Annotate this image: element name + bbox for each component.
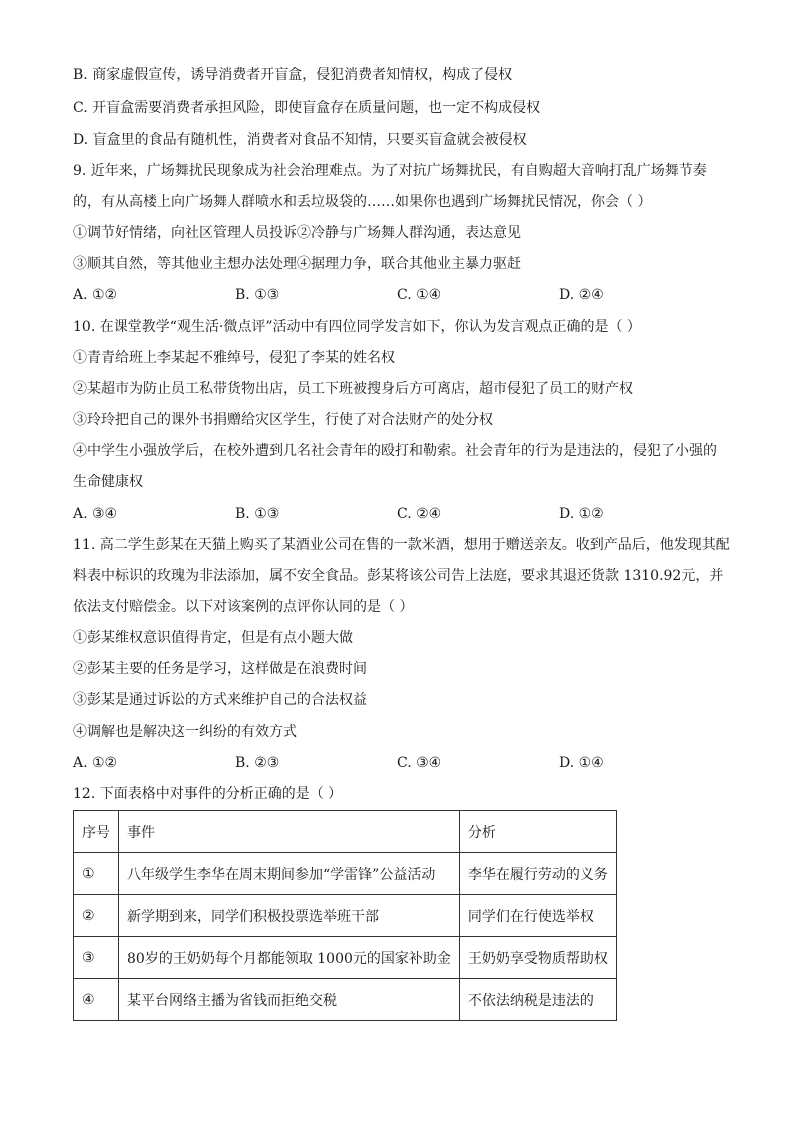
q10-option-a[interactable]: A. ③④ <box>73 506 118 522</box>
q10-statement-4-line2: 生命健康权 <box>73 474 143 490</box>
q11-option-d[interactable]: D. ①④ <box>559 755 604 771</box>
q11-stem-line3: 依法支付赔偿金。以下对该案例的点评你认同的是（ ） <box>73 599 414 615</box>
row-index: ② <box>74 895 119 937</box>
q11-stem-line1: 11. 高二学生彭某在天猫上购买了某酒业公司在售的一款米酒，想用于赠送亲友。收到产品后，他发现其配 <box>73 537 730 553</box>
q10-statement-4-line1: ④中学生小强放学后，在校外遭到几名社会青年的殴打和勒索。社会青年的行为是违法的，侵犯了小强的 <box>73 443 717 459</box>
table-header-row <box>74 811 617 853</box>
q9-options <box>73 285 693 305</box>
q11-statement-4: ④调解也是解决这一纠纷的有效方式 <box>73 724 297 740</box>
q9-option-a[interactable]: A. ①② <box>73 287 118 303</box>
q10-options <box>73 504 693 524</box>
q12-stem: 12. 下面表格中对事件的分析正确的是（ ） <box>73 786 343 802</box>
q9-option-d[interactable]: D. ②④ <box>559 287 604 303</box>
row-analysis: 同学们在行使选举权 <box>459 895 616 937</box>
q12-event-table <box>73 810 617 1021</box>
q11-option-a[interactable]: A. ①② <box>73 755 118 771</box>
q10-statement-1: ①青青给班上李某起不雅绰号，侵犯了李某的姓名权 <box>73 350 395 366</box>
q11-statement-3: ③彭某是通过诉讼的方式来维护自己的合法权益 <box>73 692 367 708</box>
q10-option-b[interactable]: B. ①③ <box>235 506 280 522</box>
row-index: ① <box>74 853 119 895</box>
q10-option-d[interactable]: D. ①② <box>559 506 604 522</box>
table-row <box>74 895 617 937</box>
q8-option-b: B. 商家虚假宣传，诱导消费者开盲盒，侵犯消费者知情权，构成了侵权 <box>73 67 513 83</box>
header-index: 序号 <box>74 811 119 853</box>
table-row <box>74 853 617 895</box>
row-event: 80岁的王奶奶每个月都能领取 1000元的国家补助金 <box>119 937 460 979</box>
q9-statement-line1: ①调节好情绪，向社区管理人员投诉②冷静与广场舞人群沟通，表达意见 <box>73 225 521 241</box>
q9-option-c[interactable]: C. ①④ <box>397 287 442 303</box>
q8-option-d: D. 盲盒里的食品有随机性，消费者对食品不知情，只要买盲盒就会被侵权 <box>73 132 527 148</box>
q10-statement-2: ②某超市为防止员工私带货物出店，员工下班被搜身后方可离店，超市侵犯了员工的财产权 <box>73 381 633 397</box>
row-index: ④ <box>74 979 119 1021</box>
q9-option-b[interactable]: B. ①③ <box>235 287 280 303</box>
row-index: ③ <box>74 937 119 979</box>
row-event: 新学期到来，同学们积极投票选举班干部 <box>119 895 460 937</box>
row-analysis: 李华在履行劳动的义务 <box>459 853 616 895</box>
table-row <box>74 979 617 1021</box>
table-row <box>74 937 617 979</box>
q10-stem: 10. 在课堂教学“观生活·微点评”活动中有四位同学发言如下，你认为发言观点正确的是（ ） <box>73 319 641 335</box>
row-analysis: 王奶奶享受物质帮助权 <box>459 937 616 979</box>
row-event: 某平台网络主播为省钱而拒绝交税 <box>119 979 460 1021</box>
q9-stem-line2: 的，有从高楼上向广场舞人群喷水和丢垃圾袋的……如果你也遇到广场舞扰民情况，你会（ ） <box>73 194 652 210</box>
q11-options <box>73 753 693 773</box>
q11-statement-2: ②彭某主要的任务是学习，这样做是在浪费时间 <box>73 661 367 677</box>
q10-statement-3: ③玲玲把自己的课外书捐赠给灾区学生，行使了对合法财产的处分权 <box>73 412 493 428</box>
row-event: 八年级学生李华在周末期间参加“学雷锋”公益活动 <box>119 853 460 895</box>
row-analysis: 不依法纳税是违法的 <box>459 979 616 1021</box>
q9-statement-line2: ③顺其自然，等其他业主想办法处理④据理力争，联合其他业主暴力驱赶 <box>73 256 521 272</box>
q10-option-c[interactable]: C. ②④ <box>397 506 442 522</box>
q11-statement-1: ①彭某维权意识值得肯定，但是有点小题大做 <box>73 630 353 646</box>
header-analysis: 分析 <box>459 811 616 853</box>
header-event: 事件 <box>119 811 460 853</box>
q8-option-c: C. 开盲盒需要消费者承担风险，即使盲盒存在质量问题，也一定不构成侵权 <box>73 100 541 116</box>
q11-stem-line2: 料表中标识的玫瑰为非法添加，属不安全食品。彭某将该公司告上法庭，要求其退还货款 1310.92元，并 <box>73 568 724 584</box>
q9-stem-line1: 9. 近年来，广场舞扰民现象成为社会治理难点。为了对抗广场舞扰民，有自购超大音响打乱广场舞节奏 <box>73 163 707 179</box>
q11-option-c[interactable]: C. ③④ <box>397 755 442 771</box>
q11-option-b[interactable]: B. ②③ <box>235 755 280 771</box>
